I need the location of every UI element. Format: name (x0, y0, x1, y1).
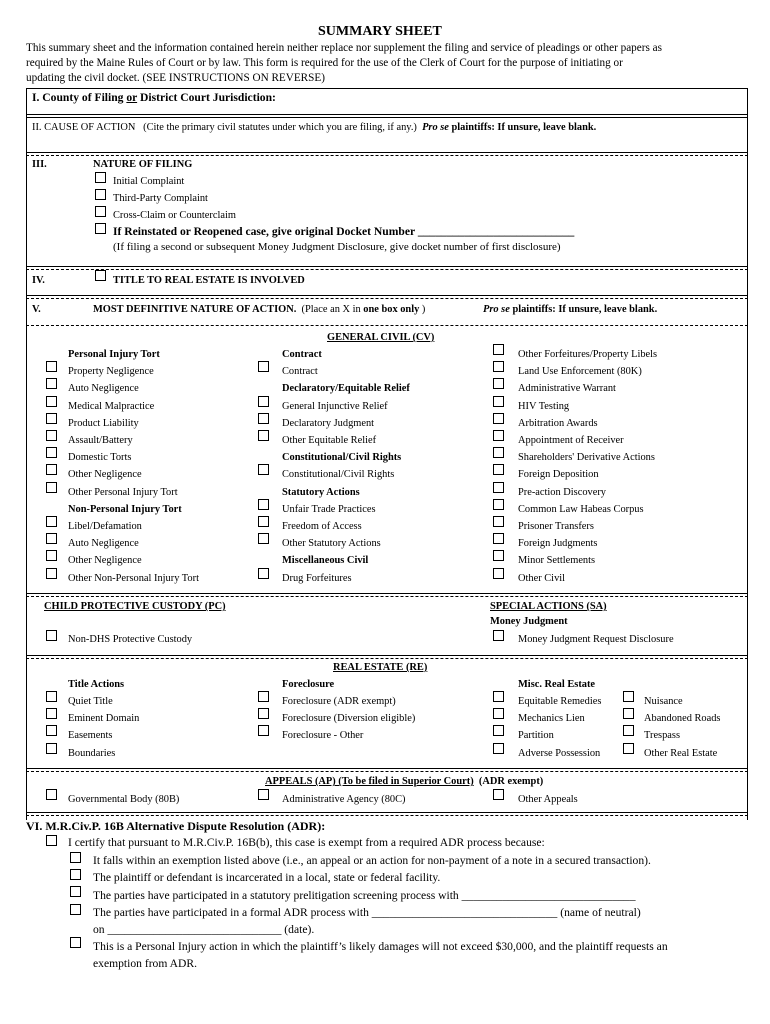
page-title: SUMMARY SHEET (318, 24, 442, 39)
special-actions-heading: SPECIAL ACTIONS (SA) (490, 601, 607, 612)
section-4-num: IV. (32, 275, 45, 286)
nuisance-checkbox[interactable] (623, 691, 634, 702)
other-forfeitures-property-libels-label: Other Forfeitures/Property Libels (518, 349, 658, 360)
trespass-checkbox[interactable] (623, 725, 634, 736)
intro-line-3: updating the civil docket. (SEE INSTRUCTIONS ON REVERSE) (26, 72, 325, 84)
section-5-label (93, 303, 425, 316)
declaratory-equitable-relief-heading: Declaratory/Equitable Relief (282, 383, 410, 395)
section-1-label (32, 91, 276, 104)
foreign-deposition-label: Foreign Deposition (518, 469, 599, 481)
divider (26, 114, 748, 115)
equitable-remedies-label: Equitable Remedies (518, 696, 602, 707)
adr-reason-incarcerated-checkbox[interactable] (70, 869, 81, 880)
mechanics-lien-checkbox[interactable] (493, 708, 504, 719)
divider (26, 655, 748, 656)
note-bold: one box only (363, 304, 420, 315)
constitutional-civil-rights-label: Constitutional/Civil Rights (282, 469, 395, 481)
auto-negligence-label: Auto Negligence (68, 383, 139, 395)
abandoned-roads-checkbox[interactable] (623, 708, 634, 719)
property-negligence-label: Property Negligence (68, 366, 154, 378)
divider-dashed (26, 298, 748, 299)
assault-battery-checkbox[interactable] (46, 430, 57, 441)
foreign-deposition-checkbox[interactable] (493, 464, 504, 475)
adr-reason-exemption-checkbox[interactable] (70, 852, 81, 863)
other-forfeitures-property-libels-checkbox[interactable] (493, 344, 504, 355)
drug-forfeitures-label: Drug Forfeitures (282, 572, 352, 584)
child-custody-heading: CHILD PROTECTIVE CUSTODY (PC) (44, 601, 226, 612)
foreign-judgments-label: Foreign Judgments (518, 538, 598, 550)
other-statutory-actions-checkbox[interactable] (258, 533, 269, 544)
other-negligence-label: Other Negligence (68, 555, 142, 567)
non-dhs-custody-checkbox[interactable] (46, 630, 57, 641)
unfair-trade-practices-checkbox[interactable] (258, 499, 269, 510)
governmental-body-checkbox[interactable] (46, 789, 57, 800)
foreclosure-diversion-eligible-checkbox[interactable] (258, 708, 269, 719)
section-5-num: V. (32, 304, 41, 315)
shareholders-derivative-actions-checkbox[interactable] (493, 447, 504, 458)
third-party-complaint-checkbox[interactable] (95, 189, 106, 200)
contract-checkbox[interactable] (258, 361, 269, 372)
medical-malpractice-checkbox[interactable] (46, 396, 57, 407)
section-5-prose (483, 303, 657, 316)
easements-checkbox[interactable] (46, 725, 57, 736)
other-real-estate-checkbox[interactable] (623, 743, 634, 754)
freedom-of-access-checkbox[interactable] (258, 516, 269, 527)
hiv-testing-checkbox[interactable] (493, 396, 504, 407)
appeals-exempt: (ADR exempt) (478, 776, 544, 787)
administrative-warrant-checkbox[interactable] (493, 378, 504, 389)
statutory-actions-heading: Statutory Actions (282, 486, 360, 498)
auto-negligence-label: Auto Negligence (68, 538, 139, 550)
real-estate-heading: REAL ESTATE (RE) (333, 662, 428, 673)
pre-action-discovery-checkbox[interactable] (493, 482, 504, 493)
constitutional-civil-rights-heading: Constitutional/Civil Rights (282, 452, 402, 464)
other-negligence-checkbox[interactable] (46, 464, 57, 475)
adr-reason-personal-injury-checkbox[interactable] (70, 937, 81, 948)
partition-label: Partition (518, 730, 554, 742)
divider-dashed (26, 325, 748, 326)
non-dhs-custody-label: Non-DHS Protective Custody (68, 634, 193, 645)
section-1-or: or (126, 91, 138, 104)
cross-claim-checkbox[interactable] (95, 206, 106, 217)
miscellaneous-civil-heading: Miscellaneous Civil (282, 555, 369, 567)
divider (26, 152, 748, 153)
foreclosure-adr-exempt-label: Foreclosure (ADR exempt) (282, 696, 396, 707)
unfair-trade-practices-label: Unfair Trade Practices (282, 503, 376, 515)
auto-negligence-checkbox[interactable] (46, 533, 57, 544)
intro-line-1: This summary sheet and the information contained herein neither replace nor supplement the filing and service of pleadings or other papers as (26, 42, 662, 54)
divider-dashed (26, 269, 748, 270)
reinstated-checkbox[interactable] (95, 223, 106, 234)
arbitration-awards-checkbox[interactable] (493, 413, 504, 424)
product-liability-checkbox[interactable] (46, 413, 57, 424)
libel-defamation-label: Libel/Defamation (68, 521, 142, 532)
misc-real-estate-heading: Misc. Real Estate (518, 679, 596, 690)
initial-complaint-label: Initial Complaint (113, 176, 185, 187)
cause-of-action-label: II. CAUSE OF ACTION (32, 122, 136, 133)
land-use-enforcement-80k-label: Land Use Enforcement (80K) (518, 366, 642, 378)
divider (26, 593, 748, 594)
money-judgment-subheading: Money Judgment (490, 616, 568, 627)
title-actions-heading: Title Actions (68, 679, 125, 690)
title-real-estate-label: TITLE TO REAL ESTATE IS INVOLVED (113, 275, 305, 286)
declaratory-judgment-label: Declaratory Judgment (282, 417, 375, 429)
partition-checkbox[interactable] (493, 725, 504, 736)
other-negligence-label: Other Negligence (68, 469, 142, 481)
other-negligence-checkbox[interactable] (46, 550, 57, 561)
product-liability-label: Product Liability (68, 417, 139, 429)
arbitration-awards-label: Arbitration Awards (518, 417, 598, 429)
title-real-estate-checkbox[interactable] (95, 270, 106, 281)
non-personal-injury-tort-heading: Non-Personal Injury Tort (68, 503, 182, 515)
cause-of-action-note: (Cite the primary civil statutes under which you are filing, if any.) (143, 122, 417, 133)
pre-action-discovery-label: Pre-action Discovery (518, 486, 607, 498)
pro-se-rest: plaintiffs: If unsure, leave blank. (448, 122, 597, 133)
divider (26, 295, 748, 296)
appeals-heading: APPEALS (AP) (To be filed in Superior Court) (265, 776, 474, 787)
shareholders-derivative-actions-label: Shareholders' Derivative Actions (518, 452, 655, 464)
other-statutory-actions-label: Other Statutory Actions (282, 538, 381, 550)
easements-label: Easements (68, 730, 113, 742)
auto-negligence-checkbox[interactable] (46, 378, 57, 389)
divider (26, 266, 748, 267)
section-1-post: District Court Jurisdiction: (137, 91, 276, 104)
adr-certify-label: I certify that pursuant to M.R.Civ.P. 16B(b), this case is exempt from a required ADR process because: (68, 836, 545, 849)
money-judgment-label: Money Judgment Request Disclosure (518, 634, 674, 645)
constitutional-civil-rights-checkbox[interactable] (258, 464, 269, 475)
frame-top (26, 88, 748, 89)
adverse-possession-checkbox[interactable] (493, 743, 504, 754)
land-use-enforcement-80k-checkbox[interactable] (493, 361, 504, 372)
adr-reason-screening-label: The parties have participated in a statutory prelitigation screening process with ______________________________ (93, 889, 636, 902)
common-law-habeas-corpus-checkbox[interactable] (493, 499, 504, 510)
common-law-habeas-corpus-label: Common Law Habeas Corpus (518, 503, 644, 515)
other-appeals-checkbox[interactable] (493, 789, 504, 800)
note-post: ) (419, 304, 426, 315)
administrative-warrant-label: Administrative Warrant (518, 383, 616, 395)
adr-date-line: on ______________________________ (date). (93, 923, 315, 936)
declaratory-judgment-checkbox[interactable] (258, 413, 269, 424)
medical-malpractice-label: Medical Malpractice (68, 400, 155, 412)
general-civil-heading: GENERAL CIVIL (CV) (327, 332, 435, 343)
divider-dashed (26, 771, 748, 772)
section-1-pre: I. County of Filing (32, 91, 127, 104)
adr-reason-formal-adr-checkbox[interactable] (70, 904, 81, 915)
adr-reason-formal-adr-label: The parties have participated in a formal ADR process with ________________________________ (name of neutral) (93, 906, 641, 919)
general-injunctive-relief-label: General Injunctive Relief (282, 400, 388, 412)
adr-personal-injury-line-1: This is a Personal Injury action in which the plaintiff’s likely damages will not exceed $30,000, and the plaintiff requests an (93, 940, 668, 953)
other-equitable-relief-label: Other Equitable Relief (282, 435, 377, 446)
minor-settlements-checkbox[interactable] (493, 550, 504, 561)
nuisance-label: Nuisance (644, 696, 683, 707)
foreclosure-other-checkbox[interactable] (258, 725, 269, 736)
other-personal-injury-tort-checkbox[interactable] (46, 482, 57, 493)
property-negligence-checkbox[interactable] (46, 361, 57, 372)
foreclosure-adr-exempt-checkbox[interactable] (258, 691, 269, 702)
equitable-remedies-checkbox[interactable] (493, 691, 504, 702)
cross-claim-label: Cross-Claim or Counterclaim (113, 210, 236, 221)
money-judgment-checkbox[interactable] (493, 630, 504, 641)
drug-forfeitures-checkbox[interactable] (258, 568, 269, 579)
prisoner-transfers-label: Prisoner Transfers (518, 521, 594, 532)
frame-right (747, 88, 748, 820)
quiet-title-label: Quiet Title (68, 696, 113, 707)
adverse-possession-label: Adverse Possession (518, 747, 601, 759)
assault-battery-label: Assault/Battery (68, 435, 133, 446)
governmental-body-label: Governmental Body (80B) (68, 794, 180, 805)
personal-injury-tort-heading: Personal Injury Tort (68, 349, 160, 360)
eminent-domain-label: Eminent Domain (68, 713, 140, 725)
other-appeals-label: Other Appeals (518, 794, 578, 805)
divider (26, 768, 748, 769)
prisoner-transfers-checkbox[interactable] (493, 516, 504, 527)
pro-se-label: Pro se (422, 122, 449, 133)
most-definitive-label: MOST DEFINITIVE NATURE OF ACTION. (93, 304, 297, 315)
adr-reason-exemption-label: It falls within an exemption listed above (i.e., an appeal or an action for non-payment of a note in a secured transaction). (93, 854, 651, 867)
other-civil-label: Other Civil (518, 572, 566, 584)
adr-reason-screening-checkbox[interactable] (70, 886, 81, 897)
contract-label: Contract (282, 366, 318, 378)
divider-dashed (26, 155, 748, 156)
foreclosure-other-label: Foreclosure - Other (282, 730, 364, 742)
minor-settlements-label: Minor Settlements (518, 555, 596, 567)
domestic-torts-checkbox[interactable] (46, 447, 57, 458)
reinstated-label: If Reinstated or Reopened case, give original Docket Number ___________________________ (113, 225, 575, 238)
third-party-complaint-label: Third-Party Complaint (113, 193, 208, 204)
foreign-judgments-checkbox[interactable] (493, 533, 504, 544)
abandoned-roads-label: Abandoned Roads (644, 713, 721, 725)
other-real-estate-label: Other Real Estate (644, 747, 718, 759)
libel-defamation-checkbox[interactable] (46, 516, 57, 527)
appeals-heading-row (265, 775, 543, 788)
adr-personal-injury-line-2: exemption from ADR. (93, 957, 198, 970)
divider (26, 117, 748, 118)
divider-dashed (26, 596, 748, 597)
section-2-label (32, 121, 596, 134)
appointment-of-receiver-checkbox[interactable] (493, 430, 504, 441)
contract-heading: Contract (282, 349, 322, 360)
frame-left (26, 88, 27, 820)
adr-reason-incarcerated-label: The plaintiff or defendant is incarcerated in a local, state or federal facility. (93, 871, 441, 884)
other-non-personal-injury-tort-checkbox[interactable] (46, 568, 57, 579)
pro-se-label: Pro se (483, 304, 510, 315)
foreclosure-diversion-eligible-label: Foreclosure (Diversion eligible) (282, 713, 416, 725)
appointment-of-receiver-label: Appointment of Receiver (518, 435, 624, 446)
hiv-testing-label: HIV Testing (518, 400, 570, 412)
other-non-personal-injury-tort-label: Other Non-Personal Injury Tort (68, 572, 199, 584)
general-injunctive-relief-checkbox[interactable] (258, 396, 269, 407)
freedom-of-access-label: Freedom of Access (282, 521, 362, 532)
section-3-num: III. (32, 159, 47, 170)
nature-of-filing-heading: NATURE OF FILING (93, 159, 193, 170)
adr-certify-checkbox[interactable] (46, 835, 57, 846)
boundaries-checkbox[interactable] (46, 743, 57, 754)
pro-se-rest: plaintiffs: If unsure, leave blank. (509, 304, 658, 315)
eminent-domain-checkbox[interactable] (46, 708, 57, 719)
divider (26, 812, 748, 813)
divider-dashed (26, 815, 748, 816)
other-personal-injury-tort-label: Other Personal Injury Tort (68, 486, 178, 498)
intro-line-2: required by the Maine Rules of Court or by law. This form is required for the use of the Clerk of Court for the purpose of initiating or (26, 57, 623, 69)
mechanics-lien-label: Mechanics Lien (518, 713, 585, 725)
boundaries-label: Boundaries (68, 747, 116, 759)
administrative-agency-checkbox[interactable] (258, 789, 269, 800)
other-civil-checkbox[interactable] (493, 568, 504, 579)
adr-heading: VI. M.R.Civ.P. 16B Alternative Dispute Resolution (ADR): (26, 819, 326, 833)
domestic-torts-label: Domestic Torts (68, 452, 132, 464)
quiet-title-checkbox[interactable] (46, 691, 57, 702)
note-pre: (Place an X in (301, 304, 364, 315)
foreclosure-heading: Foreclosure (282, 679, 335, 690)
divider-dashed (26, 658, 748, 659)
initial-complaint-checkbox[interactable] (95, 172, 106, 183)
trespass-label: Trespass (644, 730, 680, 742)
other-equitable-relief-checkbox[interactable] (258, 430, 269, 441)
administrative-agency-label: Administrative Agency (80C) (282, 794, 406, 805)
reinstated-note: (If filing a second or subsequent Money Judgment Disclosure, give docket number of first disclosure) (113, 241, 561, 253)
